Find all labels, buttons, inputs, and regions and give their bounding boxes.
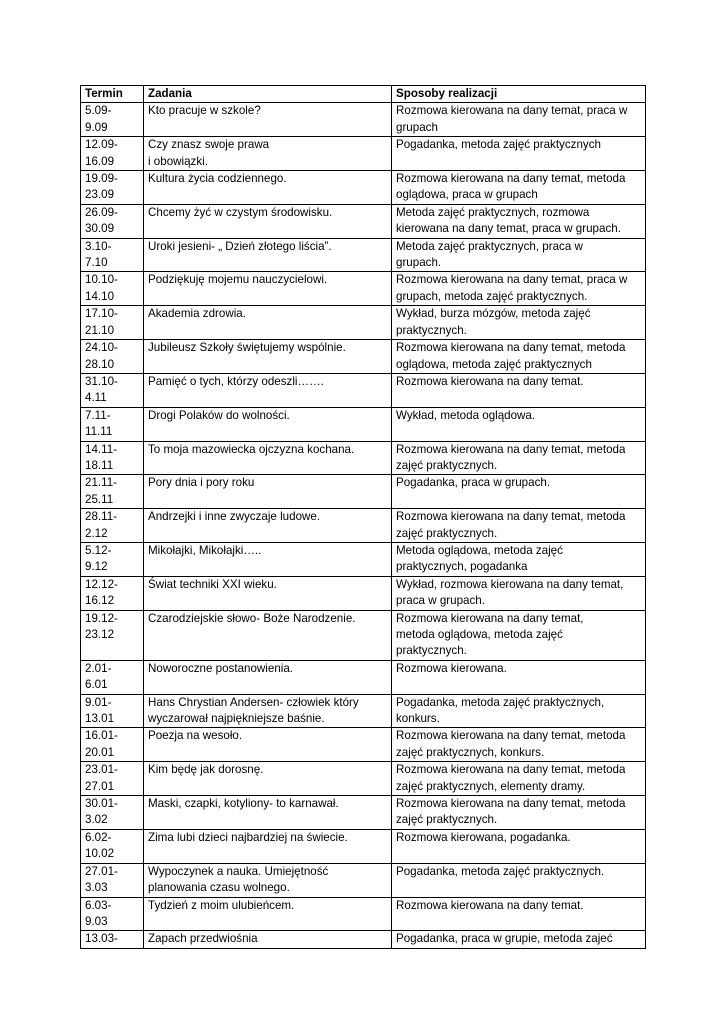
cell-zadanie: Pamięć o tych, którzy odeszli…….	[144, 373, 392, 407]
cell-sposoby: Rozmowa kierowana na dany temat, metoda oglądowa, metoda zajęć praktycznych.	[392, 610, 646, 660]
cell-zadanie: Chcemy żyć w czystym środowisku.	[144, 204, 392, 238]
cell-termin: 5.09- 9.09	[81, 103, 144, 137]
cell-zadanie: Zima lubi dzieci najbardziej na świecie.	[144, 829, 392, 863]
table-row	[81, 407, 646, 441]
cell-sposoby: Metoda zajęć praktycznych, praca w grupach.	[392, 238, 646, 272]
table-row	[81, 728, 646, 762]
cell-termin: 5.12- 9.12	[81, 542, 144, 576]
cell-zadanie: Noworoczne postanowienia.	[144, 660, 392, 694]
cell-termin: 6.02- 10.02	[81, 829, 144, 863]
cell-sposoby: Pogadanka, praca w grupach.	[392, 475, 646, 509]
table-row	[81, 660, 646, 694]
table-row	[81, 204, 646, 238]
table-body	[81, 103, 646, 948]
cell-termin: 19.09- 23.09	[81, 171, 144, 205]
cell-sposoby: Rozmowa kierowana na dany temat.	[392, 897, 646, 931]
cell-sposoby: Pogadanka, metoda zajęć praktycznych, konkurs.	[392, 694, 646, 728]
cell-sposoby: Pogadanka, metoda zajęć praktycznych	[392, 137, 646, 171]
table-row	[81, 272, 646, 306]
cell-sposoby: Rozmowa kierowana na dany temat, metoda zajęć praktycznych.	[392, 441, 646, 475]
cell-zadanie: Świat techniki XXI wieku.	[144, 576, 392, 610]
cell-termin: 21.11- 25.11	[81, 475, 144, 509]
cell-termin: 6.03- 9.03	[81, 897, 144, 931]
cell-sposoby: Rozmowa kierowana na dany temat, metoda oglądowa, praca w grupach	[392, 171, 646, 205]
cell-zadanie: Poezja na wesoło.	[144, 728, 392, 762]
cell-termin: 9.01- 13.01	[81, 694, 144, 728]
lesson-plan-table	[80, 85, 646, 949]
table-row	[81, 238, 646, 272]
cell-termin: 12.12- 16.12	[81, 576, 144, 610]
cell-termin: 10.10- 14.10	[81, 272, 144, 306]
cell-termin: 23.01- 27.01	[81, 762, 144, 796]
table-row	[81, 863, 646, 897]
table-row	[81, 441, 646, 475]
cell-sposoby: Metoda oglądowa, metoda zajęć praktycznych, pogadanka	[392, 542, 646, 576]
table-row	[81, 475, 646, 509]
cell-zadanie: Uroki jesieni- „ Dzień złotego liścia”.	[144, 238, 392, 272]
table-row	[81, 542, 646, 576]
table-row	[81, 931, 646, 948]
cell-termin: 12.09- 16.09	[81, 137, 144, 171]
cell-zadanie: To moja mazowiecka ojczyzna kochana.	[144, 441, 392, 475]
header-zadania: Zadania	[144, 86, 392, 103]
cell-sposoby: Rozmowa kierowana na dany temat, metoda oglądowa, metoda zajęć praktycznych	[392, 340, 646, 374]
cell-termin: 13.03-	[81, 931, 144, 948]
cell-zadanie: Czy znasz swoje prawa i obowiązki.	[144, 137, 392, 171]
cell-sposoby: Rozmowa kierowana na dany temat, praca w grupach	[392, 103, 646, 137]
cell-termin: 24.10- 28.10	[81, 340, 144, 374]
table-row	[81, 694, 646, 728]
header-sposoby: Sposoby realizacji	[392, 86, 646, 103]
header-row	[81, 86, 646, 103]
cell-zadanie: Andrzejki i inne zwyczaje ludowe.	[144, 509, 392, 543]
cell-sposoby: Rozmowa kierowana, pogadanka.	[392, 829, 646, 863]
cell-zadanie: Hans Chrystian Andersen- człowiek który wyczarował najpiękniejsze baśnie.	[144, 694, 392, 728]
cell-sposoby: Rozmowa kierowana.	[392, 660, 646, 694]
cell-zadanie: Drogi Polaków do wolności.	[144, 407, 392, 441]
cell-sposoby: Rozmowa kierowana na dany temat, metoda zajęć praktycznych, konkurs.	[392, 728, 646, 762]
table-row	[81, 610, 646, 660]
cell-zadanie: Kultura życia codziennego.	[144, 171, 392, 205]
cell-zadanie: Zapach przedwiośnia	[144, 931, 392, 948]
cell-zadanie: Czarodziejskie słowo- Boże Narodzenie.	[144, 610, 392, 660]
cell-termin: 2.01- 6.01	[81, 660, 144, 694]
table-row	[81, 306, 646, 340]
table-row	[81, 796, 646, 830]
cell-termin: 3.10- 7.10	[81, 238, 144, 272]
cell-termin: 16.01- 20.01	[81, 728, 144, 762]
cell-termin: 26.09- 30.09	[81, 204, 144, 238]
table-header	[81, 86, 646, 103]
table-row	[81, 897, 646, 931]
cell-zadanie: Wypoczynek a nauka. Umiejętność planowania czasu wolnego.	[144, 863, 392, 897]
cell-zadanie: Kto pracuje w szkole?	[144, 103, 392, 137]
table-row	[81, 509, 646, 543]
cell-sposoby: Pogadanka, praca w grupie, metoda zajeć	[392, 931, 646, 948]
cell-zadanie: Pory dnia i pory roku	[144, 475, 392, 509]
table-row	[81, 171, 646, 205]
table-row	[81, 137, 646, 171]
cell-sposoby: Pogadanka, metoda zajęć praktycznych.	[392, 863, 646, 897]
cell-termin: 19.12- 23.12	[81, 610, 144, 660]
cell-sposoby: Wykład, metoda oglądowa.	[392, 407, 646, 441]
cell-zadanie: Mikołajki, Mikołajki…..	[144, 542, 392, 576]
cell-zadanie: Kim będę jak dorosnę.	[144, 762, 392, 796]
table-row	[81, 829, 646, 863]
cell-termin: 30.01- 3.02	[81, 796, 144, 830]
cell-termin: 31.10- 4.11	[81, 373, 144, 407]
cell-termin: 17.10- 21.10	[81, 306, 144, 340]
cell-zadanie: Maski, czapki, kotyliony- to karnawał.	[144, 796, 392, 830]
table-row	[81, 762, 646, 796]
cell-zadanie: Akademia zdrowia.	[144, 306, 392, 340]
table-row	[81, 340, 646, 374]
cell-zadanie: Tydzień z moim ulubieńcem.	[144, 897, 392, 931]
cell-termin: 7.11- 11.11	[81, 407, 144, 441]
cell-termin: 14.11- 18.11	[81, 441, 144, 475]
cell-sposoby: Metoda zajęć praktycznych, rozmowa kierowana na dany temat, praca w grupach.	[392, 204, 646, 238]
cell-sposoby: Rozmowa kierowana na dany temat, metoda zajęć praktycznych.	[392, 796, 646, 830]
cell-sposoby: Rozmowa kierowana na dany temat, metoda zajęć praktycznych, elementy dramy.	[392, 762, 646, 796]
table-row	[81, 576, 646, 610]
cell-sposoby: Wykład, rozmowa kierowana na dany temat, praca w grupach.	[392, 576, 646, 610]
cell-sposoby: Rozmowa kierowana na dany temat, metoda zajęć praktycznych.	[392, 509, 646, 543]
cell-sposoby: Wykład, burza mózgów, metoda zajęć praktycznych.	[392, 306, 646, 340]
header-termin: Termin	[81, 86, 144, 103]
table-row	[81, 373, 646, 407]
table-row	[81, 103, 646, 137]
cell-termin: 27.01- 3.03	[81, 863, 144, 897]
cell-termin: 28.11- 2.12	[81, 509, 144, 543]
cell-zadanie: Podziękuję mojemu nauczycielowi.	[144, 272, 392, 306]
cell-zadanie: Jubileusz Szkoły świętujemy wspólnie.	[144, 340, 392, 374]
cell-sposoby: Rozmowa kierowana na dany temat.	[392, 373, 646, 407]
cell-sposoby: Rozmowa kierowana na dany temat, praca w grupach, metoda zajęć praktycznych.	[392, 272, 646, 306]
